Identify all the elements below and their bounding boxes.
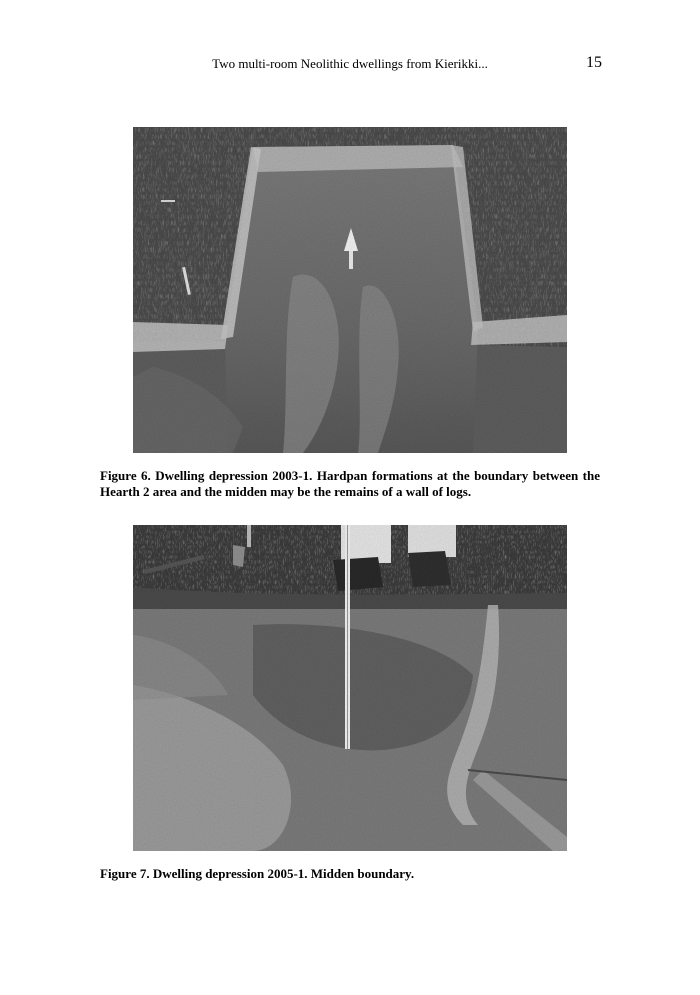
figure-7-image bbox=[133, 525, 567, 851]
figure-6-caption: Figure 6. Dwelling depression 2003-1. Hardpan formations at the boundary between the Hearth 2 area and the midden may be the remains of a wall of logs. bbox=[100, 468, 600, 499]
figure-7-photo bbox=[133, 525, 567, 851]
running-title: Two multi-room Neolithic dwellings from Kierikki... bbox=[212, 56, 488, 71]
page-number: 15 bbox=[586, 54, 602, 71]
figure-7-caption: Figure 7. Dwelling depression 2005-1. Midden boundary. bbox=[100, 866, 415, 881]
figure-6-image bbox=[133, 127, 567, 453]
figure-6-photo bbox=[133, 127, 567, 453]
